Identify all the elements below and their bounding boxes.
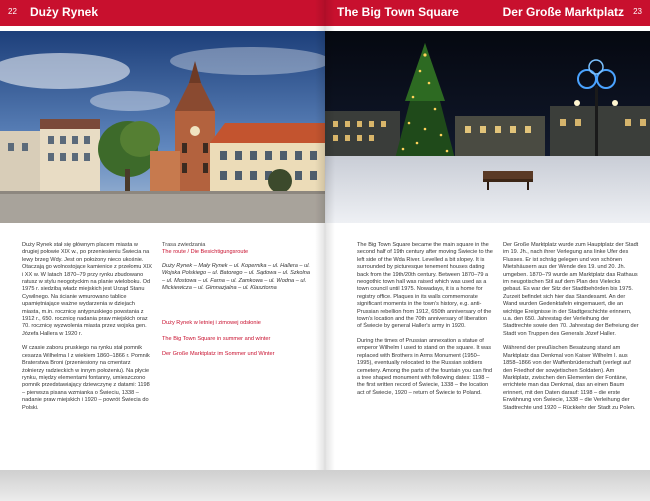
german-paragraph-2: Während der preußischen Besatzung stand am Marktplatz das Denkmal von Kaiser Wilhelm I. aus 1858–1866 von der Waffenbrüderschaft (verlegt auf den Friedhof der sowjetischen Soldaten). Am Marktplatz, zwischen den Elementen der Fontäne, errichtete man das Denkmal, das an einen Baum erinnert, mit den Daten darauf: 1198 – die erste Erwähnung von Świecie, 1338 – die Verleihung der Stadtrechte und 1920 – Rückkehr der Stadt zu Polen. — [503, 345, 636, 411]
left-page-number: 22 — [8, 7, 17, 16]
right-page-title-de: Der Große Marktplatz — [502, 5, 624, 19]
english-column — [357, 242, 493, 404]
caption-polish: Duży Rynek w letniej i zimowej odsłonie — [162, 320, 261, 327]
left-column-text — [22, 242, 152, 419]
left-paragraph-1: Duży Rynek stał się głównym placem miasta w drugiej połowie XIX w., po przeniesieniu Świecia na lewy brzeg Wdy. Jest on położony nieco ukośnie. Otaczają go wolnostojące kamienice z przełomu XIX i XX w. W latach 1870–79 przy rynku zbudowano ratusz w stylu neogotyckim na planie wieloboku. Od 1975 r. siedzibą władz miejskich jest Urząd Stanu Cywilnego. Na ścianie wmurowano tablice upamiętniające ważne wydarzenia w dziejach miasta, m.in. rocznicę antypruskiego powstania z 1912 r., 650. rocznicę nadania praw miejskich oraz 70. rocznicę wyzwolenia miasta przez wojska gen. Józefa Hallera w 1920 r. — [22, 242, 152, 337]
route-text: Duży Rynek – Mały Rynek – ul. Kopernika – ul. Hallera – ul. Wojska Polskiego – ul. Batorego – ul. Sądowa – ul. Szkolna – ul. Mostowa – ul. Farna – ul. Zamkowa – ul. Wodna – ul. Mickiewicza – ul. Gimnazjalna – ul. Klasztorna — [162, 262, 311, 292]
left-paragraph-2: W czasie zaboru pruskiego na rynku stał pomnik cesarza Wilhelma I z wiekiem 1860–1866 r. Pomnik Braterstwa Broni (przeniesiony na cmentarz żołnierzy radzieckich w innym położeniu). Na płycie rynku, między elementami fontanny, umieszczono pomnik przedstawiający dziewczynę z datami: 1198 – pierwsza pisana wzmianka o Świeciu, 1338 – nadanie praw miejskich i 1920 – powrót Świecia do Polski. — [22, 345, 150, 411]
right-page — [325, 0, 650, 470]
route-title: Trasa zwiedzania — [162, 242, 206, 248]
winter-square-photo — [325, 31, 650, 223]
german-paragraph-1: Der Große Marktplatz wurde zum Hauptplatz der Stadt im 19. Jh., nach ihrer Verlegung ans linke Ufer des Flusses. Er ist schräg gelegen und von schönen Mietshäusern aus der Wende des 19. und 20. Jh. umgeben. 1870–79 wurde am Marktplatz das Rathaus im neugotischen Stil auf dem Plan des Vielecks gebaut. Es war der Sitz der Stadtbehörden bis 1975. Zurzeit befindet sich hier das Standesamt. An der Wand wurden Gedenktafeln eingemauert, die an wichtige Ereignisse in der Stadtgeschichte erinnern, u.a. den 650. Jahrestag der Verleihung der Stadtrechte sowie den 70. Jahrestag der Befreiung der Stadt von Truppen des Generals Józef Haller. — [503, 242, 639, 337]
caption-german: Der Große Marktplatz im Sommer und Winter — [162, 351, 275, 358]
right-page-title-en: The Big Town Square — [337, 5, 459, 19]
left-page-header — [0, 0, 325, 26]
english-paragraph-2: During the times of Prussian annexation a statue of emperor Wilhelm I used to stand on the square. It was replaced with Brothers in Arms Monument (1950–1995), eventually relocated to the Russian soldiers cemetery. Among the parts of the fountain you can find a tree shaped monument with following dates: 1198 – the first written record of Świecie, 1338 – the location act of Świecie, 1920 – return of Świecie to Poland. — [357, 337, 493, 396]
route-column — [162, 242, 312, 359]
english-paragraph-1: The Big Town Square became the main square in the second half of 19th century after moving Świecie to the left side of the Wda River. Levelled a bit slopey. It is surrounded by picturesque tenement houses dating back from the 19th/20th century. Between 1870–79 a neogothic town hall was raised which was used as a town council until 1975. Nowadays, it is a home for registry office. Plaques in its walls commemorate significant moments in the town's history, e.g. anti-Prussian rebellion from 1912, 650th anniversary of the town's location and the 70th anniversary of liberation of Świecie by general Haller's army in 1920. — [357, 242, 493, 330]
route-subtitle: The route / Die Besichtigungsroute — [162, 249, 249, 256]
german-column — [503, 242, 639, 419]
right-page-header — [325, 0, 650, 26]
page-shadow — [0, 470, 650, 501]
left-page-title: Duży Rynek — [30, 5, 99, 19]
caption-english: The Big Town Square in summer and winter — [162, 335, 271, 342]
summer-square-photo — [0, 31, 325, 223]
right-page-number: 23 — [633, 7, 642, 16]
left-page — [0, 0, 325, 470]
